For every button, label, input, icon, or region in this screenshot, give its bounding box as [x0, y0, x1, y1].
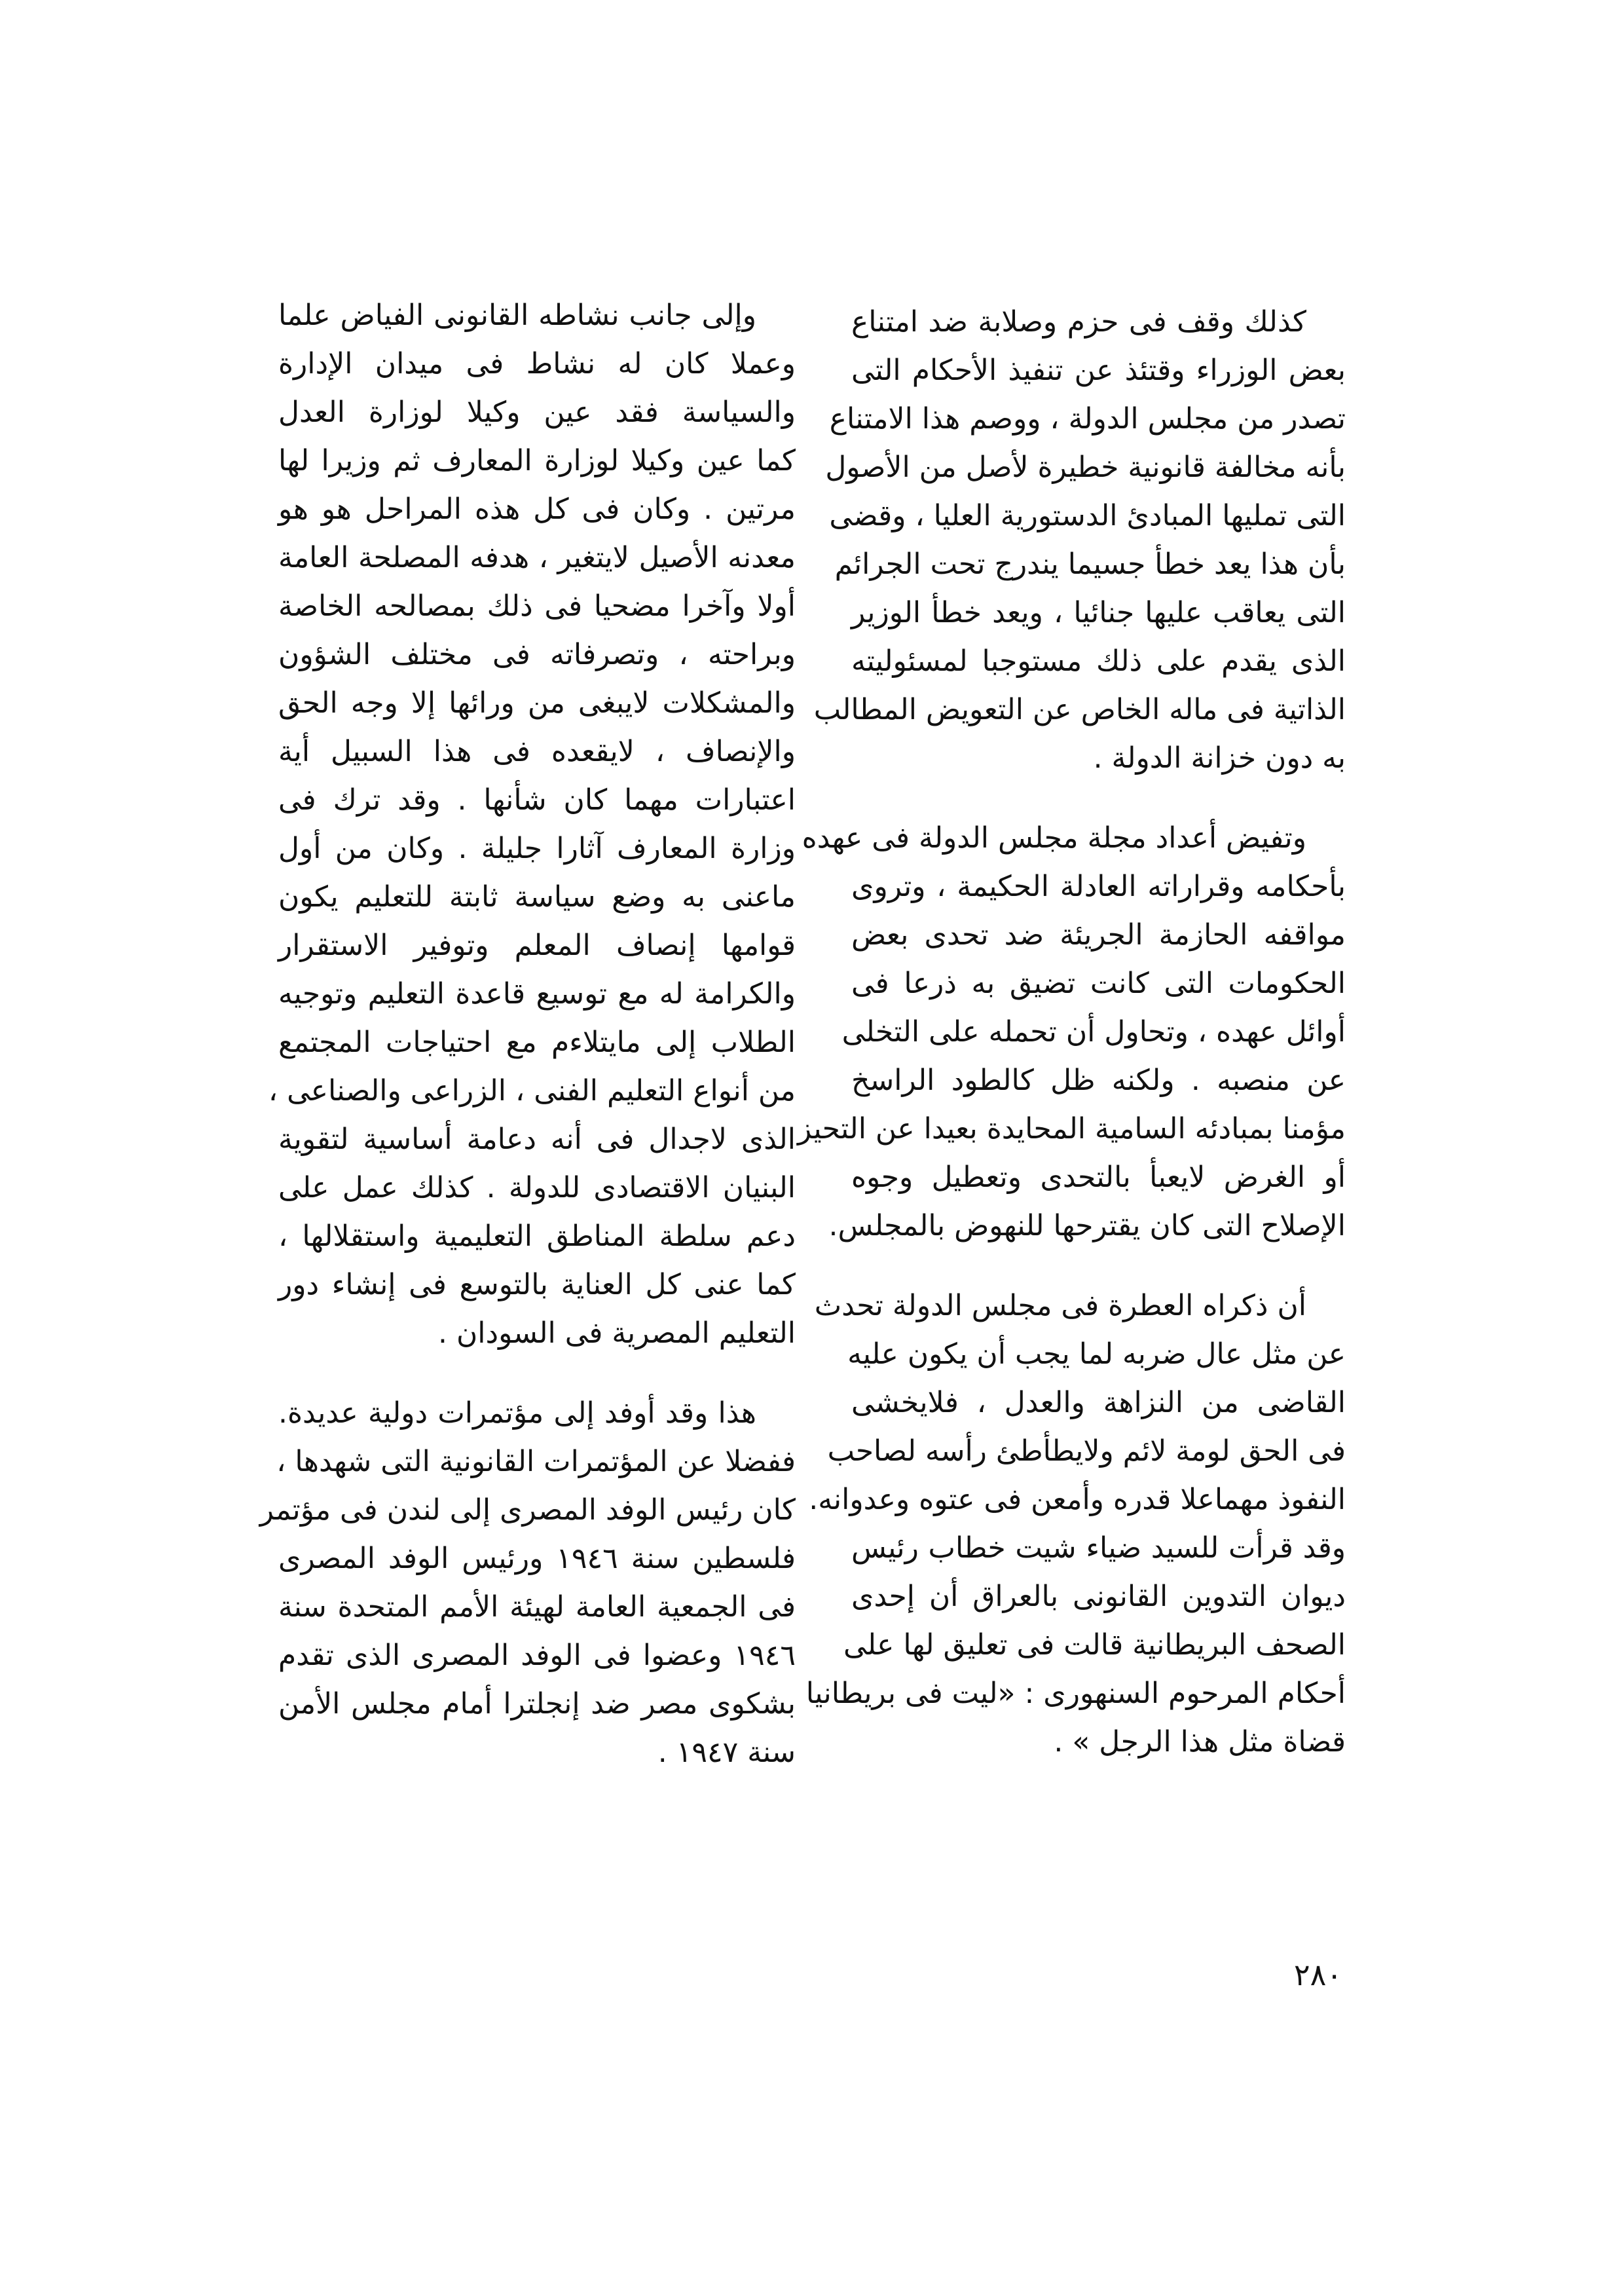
text-line: عن منصبه . ولكنه ظل كالطود الراسخ [851, 1064, 1346, 1097]
text-line: القاضى من النزاهة والعدل ، فلايخشى [851, 1386, 1346, 1419]
text-line: قوامها إنصاف المعلم وتوفير الاستقرار [278, 929, 796, 962]
text-line: والسياسة فقد عين وكيلا لوزارة العدل [278, 396, 796, 429]
text-line: قضاة مثل هذا الرجل » . [1054, 1725, 1346, 1759]
text-line: بشكوى مصر ضد إنجلترا أمام مجلس الأمن [278, 1687, 796, 1721]
text-line: أحكام المرحوم السنهورى : «ليت فى بريطانيا [805, 1677, 1346, 1710]
text-line: النفوذ مهماعلا قدره وأمعن فى عتوه وعدوانه. [809, 1483, 1346, 1516]
text-line: الصحف البريطانية قالت فى تعليق لها على [843, 1628, 1346, 1662]
text-line: وتفيض أعداد مجلة مجلس الدولة فى عهده [802, 821, 1306, 855]
text-line: البنيان الاقتصادى للدولة . كذلك عمل على [278, 1171, 796, 1204]
text-line: الذى يقدم على ذلك مستوجبا لمسئوليته [851, 644, 1346, 678]
text-line: أن ذكراه العطرة فى مجلس الدولة تحدث [814, 1289, 1306, 1322]
text-line: اعتبارات مهما كان شأنها . وقد ترك فى [278, 783, 796, 817]
paragraph-international-conferences [259, 1389, 796, 1777]
text-line: فى الحق لومة لائم ولايطأطئ رأسه لصاحب [827, 1434, 1346, 1468]
paragraph-journal-issues [798, 814, 1346, 1250]
text-line: الحكومات التى كانت تضيق به ذرعا فى [851, 967, 1346, 1000]
text-line: به دون خزانة الدولة . [1093, 741, 1346, 775]
page-number: ٢٨٠ [1293, 1957, 1342, 1992]
text-line: وزارة المعارف آثارا جليلة . وكان من أول [278, 832, 796, 865]
text-line: أوائل عهده ، وتحاول أن تحمله على التخلى [841, 1015, 1346, 1049]
text-line: والمشكلات لايبغى من ورائها إلا وجه الحق [278, 686, 796, 720]
text-line: كان رئيس الوفد المصرى إلى لندن فى مؤتمر [259, 1493, 796, 1527]
text-line: الإصلاح التى كان يقترحها للنهوض بالمجلس. [828, 1209, 1346, 1242]
text-line: كذلك وقف فى حزم وصلابة ضد امتناع [851, 305, 1306, 339]
text-line: التعليم المصرية فى السودان . [438, 1316, 796, 1350]
text-line: التى يعاقب عليها جنائيا ، ويعد خطأ الوزير [851, 596, 1346, 629]
text-line: الطلاب إلى مايتلاءم مع احتياجات المجتمع [278, 1026, 796, 1059]
text-line: دعم سلطة المناطق التعليمية واستقلالها ، [278, 1220, 796, 1253]
text-line: وعملا كان له نشاط فى ميدان الإدارة [278, 347, 796, 381]
text-line: بأحكامه وقراراته العادلة الحكيمة ، وتروى [851, 870, 1346, 903]
text-line: وإلى جانب نشاطه القانونى الفياض علما [278, 299, 756, 332]
text-line: كما عين وكيلا لوزارة المعارف ثم وزيرا لها [278, 444, 796, 477]
text-line: كما عنى كل العناية بالتوسع فى إنشاء دور [278, 1268, 796, 1301]
text-line: الذى لاجدال فى أنه دعامة أساسية لتقوية [278, 1123, 796, 1156]
text-line: مؤمنا بمبادئه السامية المحايدة بعيدا عن التحيز [798, 1112, 1346, 1146]
text-line: التى تمليها المبادئ الدستورية العليا ، وقضى [829, 499, 1346, 532]
paragraph-administration-politics [268, 291, 796, 1358]
text-line: والإنصاف ، لايقعده فى هذا السبيل أية [278, 735, 796, 768]
text-line: عن مثل عال ضربه لما يجب أن يكون عليه [847, 1337, 1346, 1371]
text-line: ديوان التدوين القانونى بالعراق أن إحدى [851, 1580, 1346, 1613]
text-line: وقد قرأت للسيد ضياء شيت خطاب رئيس [851, 1531, 1346, 1565]
text-line: سنة ١٩٤٧ . [657, 1736, 796, 1769]
text-line: بأنه مخالفة قانونية خطيرة لأصل من الأصول [825, 451, 1346, 484]
text-line: فلسطين سنة ١٩٤٦ ورئيس الوفد المصرى [278, 1542, 796, 1575]
text-line: مرتين . وكان فى كل هذه المراحل هو هو [278, 493, 796, 526]
text-line: معدنه الأصيل لايتغير ، هدفه المصلحة العامة [278, 541, 796, 574]
text-line: ١٩٤٦ وعضوا فى الوفد المصرى الذى تقدم [278, 1639, 796, 1672]
text-line: تصدر من مجلس الدولة ، ووصم هذا الامتناع [829, 402, 1346, 436]
paragraph-council-refusal [813, 298, 1346, 783]
text-line: بعض الوزراء وقتئذ عن تنفيذ الأحكام التى [851, 354, 1346, 387]
text-line: أو الغرض لايعبأ بالتحدى وتعطيل وجوه [851, 1161, 1346, 1194]
text-line: الذاتية فى ماله الخاص عن التعويض المطالب [813, 693, 1346, 726]
text-line: من أنواع التعليم الفنى ، الزراعى والصناعى ، [268, 1074, 796, 1108]
text-line: مواقفه الحازمة الجريئة ضد تحدى بعض [851, 918, 1346, 952]
right-text-column [798, 298, 1346, 1798]
text-line: أولا وآخرا مضحيا فى ذلك بمصالحه الخاصة [278, 589, 796, 623]
paragraph-memory [805, 1282, 1346, 1766]
text-line: والكرامة له مع توسيع قاعدة التعليم وتوجيه [278, 977, 796, 1011]
text-line: ماعنى به وضع سياسة ثابتة للتعليم يكون [278, 880, 796, 914]
text-line: بأن هذا يعد خطأ جسيما يندرج تحت الجرائم [834, 548, 1346, 581]
left-text-column [259, 291, 796, 1808]
text-line: هذا وقد أوفد إلى مؤتمرات دولية عديدة. [278, 1396, 756, 1430]
text-line: وبراحته ، وتصرفاته فى مختلف الشؤون [278, 638, 796, 671]
text-line: فى الجمعية العامة لهيئة الأمم المتحدة سنة [278, 1590, 796, 1624]
text-line: ففضلا عن المؤتمرات القانونية التى شهدها ، [276, 1445, 796, 1478]
